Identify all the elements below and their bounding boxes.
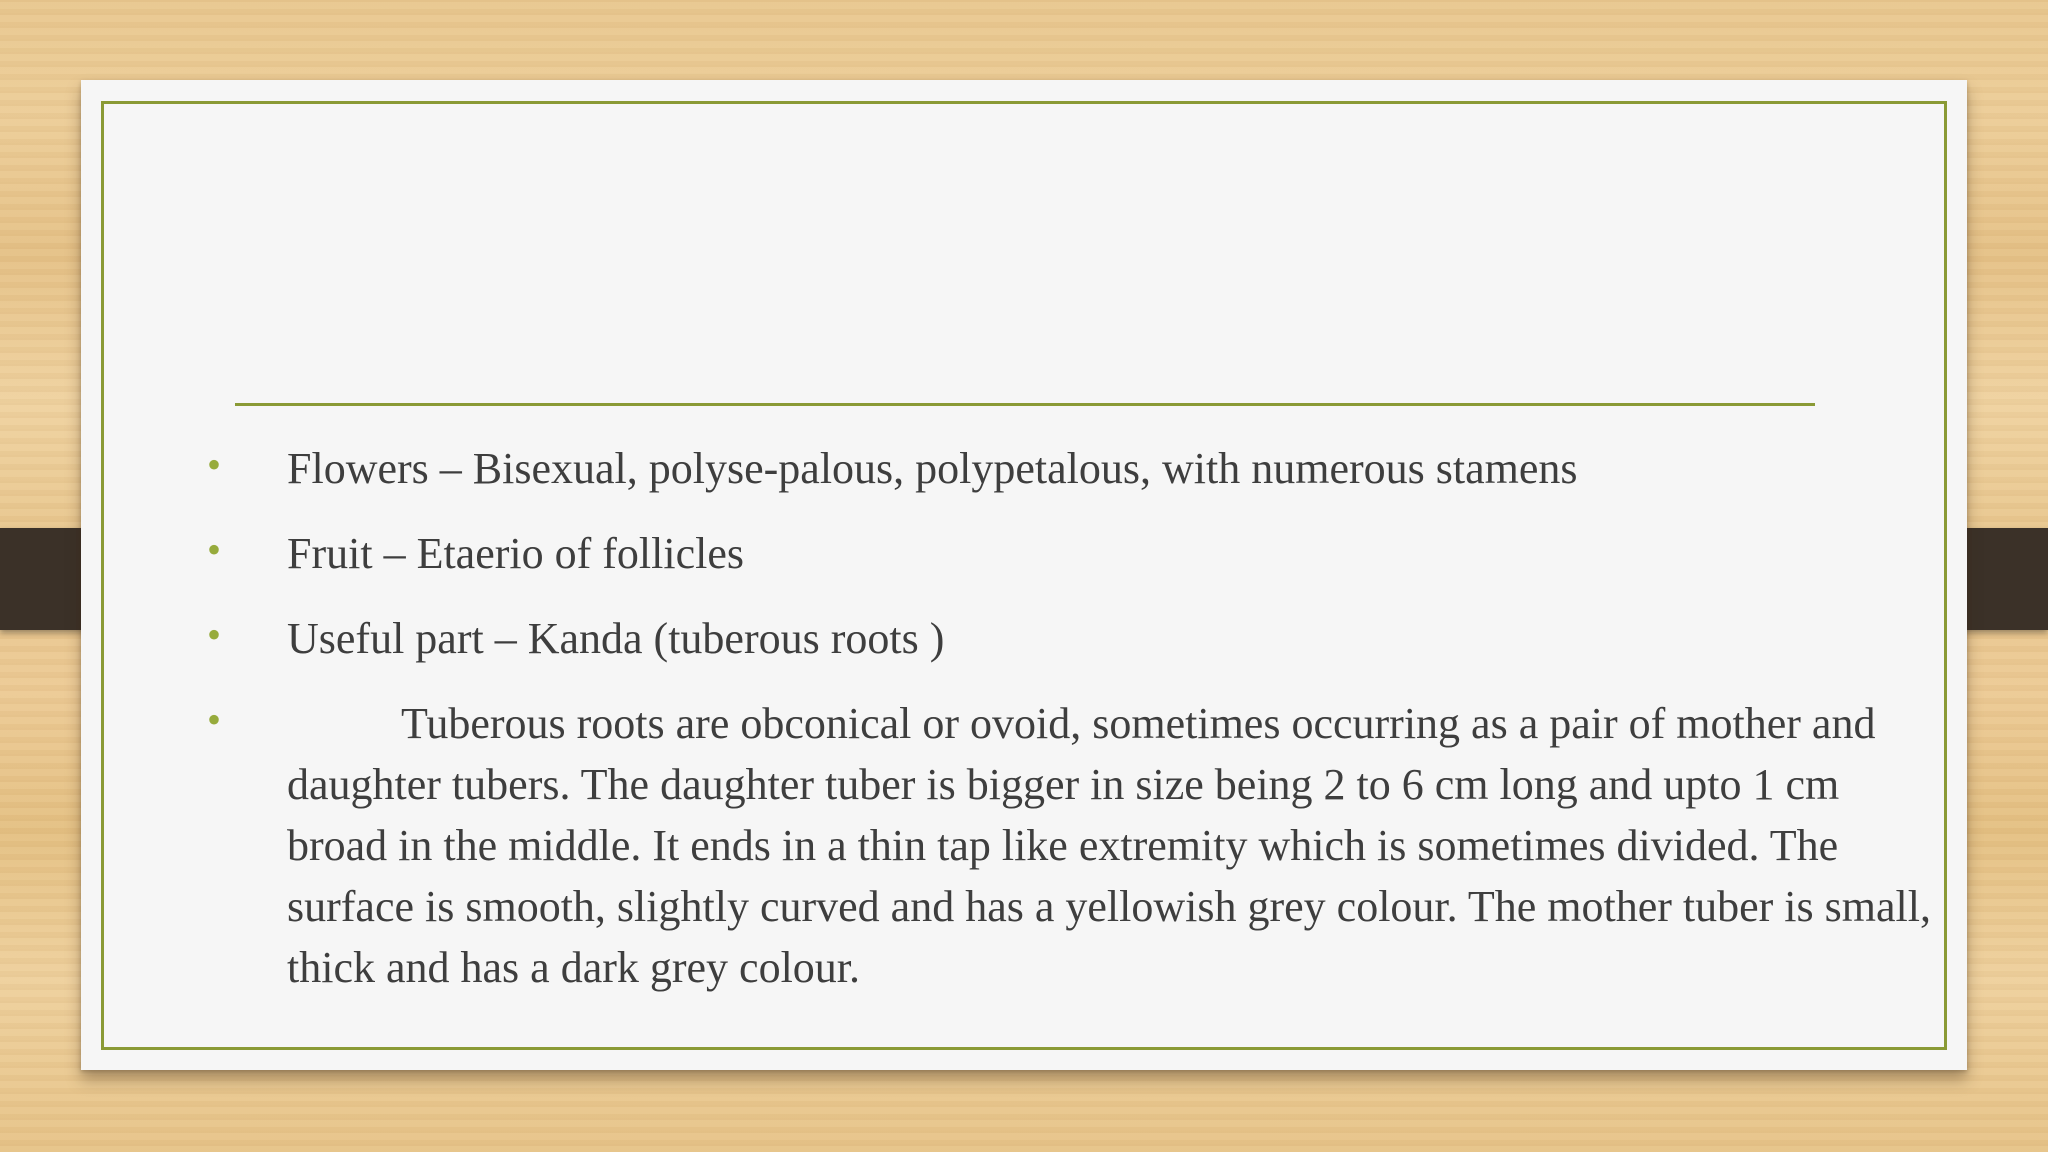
bullet-dot-icon: • [207, 527, 222, 572]
bullet-item-flowers [207, 438, 1947, 499]
bullet-dot-icon: • [207, 612, 222, 657]
bullet-text: Useful part – Kanda (tuberous roots ) [287, 614, 945, 663]
bullet-item-tuberous-roots [207, 693, 1947, 998]
bullet-text: Fruit – Etaerio of follicles [287, 529, 744, 578]
bullet-text: Flowers – Bisexual, polyse-palous, polypetalous, with numerous stamens [287, 444, 1578, 493]
bullet-item-fruit [207, 523, 1947, 584]
bullet-text: Tuberous roots are obconical or ovoid, sometimes occurring as a pair of mother and daughter tubers. The daughter tuber is bigger in size being 2 to 6 cm long and upto 1 cm broad in the middle. It ends in a thin tap like extremity which is sometimes divided. The surface is smooth, slightly curved and has a yellowish grey colour. The mother tuber is small, thick and has a dark grey colour. [287, 699, 1931, 992]
bullet-item-useful-part [207, 608, 1947, 669]
title-divider [235, 403, 1815, 406]
slide [81, 80, 1967, 1070]
bullet-dot-icon: • [207, 442, 222, 487]
bullet-list [207, 438, 1947, 1022]
bullet-dot-icon: • [207, 697, 222, 742]
